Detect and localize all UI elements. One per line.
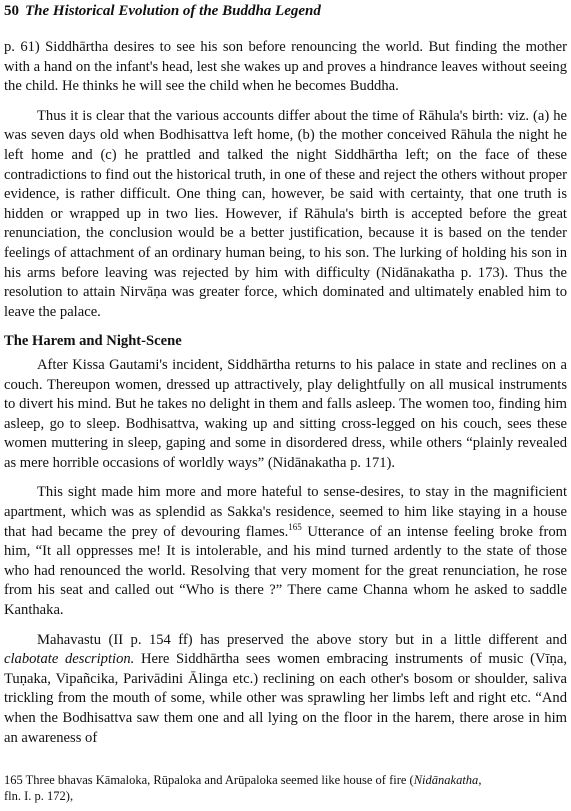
footnote-line-2: fln. I. p. 172),	[4, 789, 74, 803]
footnote-number: 165	[4, 773, 23, 787]
footnote-text: Three bhavas Kāmaloka, Rūpaloka and Arūpaloka seemed like house of fire (	[22, 773, 414, 787]
footnote-text-end: ,	[478, 773, 482, 787]
paragraph-renunciation	[4, 483, 567, 620]
paragraph-mahavastu-text-2: Here Siddhārtha sees women embracing instruments of music (Vīṇa, Tuṇaka, Vipañcika, Parivādini Ālinga etc.) reclining on each other's bosom or shoulder, saliva trickling from the mouth of some, while other was sprawling her limbs left and right etc. “And when the Bodhisattva saw them one and all lying on the floor in the harem, there arose in him an awareness of	[4, 651, 567, 746]
paragraph-rahula-birth: Thus it is clear that the various accounts differ about the time of Rāhula's birth: viz. (a) he was seven days old when Bodhisattva left home, (b) the mother conceived Rāhula the night he left home and (c) he prattled and talked the night Siddhārtha left; on the face of these contradictions to find out the historical truth, in one of these and reject the others without proper evidence, is rather difficult. One thing can, however, be said with certainty, that one truth is hidden or wrapped up in two lies. However, if Rāhula's birth is accepted before the great renunciation, the conclusion would be a better justification, because it is based on the tender feelings of attachment of an ordinary human being, to his son. The lurking of holding his son in his arms before leaving was rejected by him with difficulty (Nidānakatha p. 173). Thus the resolution to attain Nirvāṇa was greater force, which dominated and ultimately enabled him to leave the palace.	[4, 107, 567, 320]
page-number: 50	[4, 3, 19, 19]
footnote	[4, 772, 564, 804]
paragraph-renunciation-text-2: Utterance of an intense feeling broke from him, “It all oppresses me! It is intolerable, and his mind turned ardently to the state of those who had renounced the world. Resolving that very moment for the great renunciation, he rose from his seat and called out “Who is there ?” There came Channa whom he asked to saddle Kanthaka.	[4, 523, 567, 619]
paragraph-mahavastu	[4, 631, 567, 749]
page-body	[4, 38, 567, 748]
footnote-reference: 165	[288, 521, 302, 532]
running-title: The Historical Evolution of the Buddha Legend	[25, 3, 321, 19]
running-header	[4, 2, 321, 20]
section-heading: The Harem and Night-Scene	[4, 333, 182, 350]
paragraph-mahavastu-text-1: Mahavastu (II p. 154 ff) has preserved the above story but in a little different and	[37, 631, 567, 648]
paragraph-mahavastu-italic: clabotate description.	[4, 651, 135, 668]
paragraph-renunciation-text-1: This sight made him more and more hateful to sense-desires, to stay in the magnificient apartment, which was as splendid as Sakka's residence, seemed to him like staying in a house that had became the prey of devouring flames.	[4, 484, 567, 540]
footnote-italic: Nidānakatha	[413, 773, 479, 787]
paragraph-continuation: p. 61) Siddhārtha desires to see his son before renouncing the world. But finding the mother with a hand on the infant's head, lest she wakes up and proves a hindrance leaves without seeing the child. He thinks he will see the child when he becomes Buddha.	[4, 39, 567, 95]
paragraph-harem: After Kissa Gautami's incident, Siddhārtha returns to his palace in state and reclines on a couch. Thereupon women, dressed up attractively, play delightfully on all musical instruments to divert his mind. But he takes no delight in them and falls asleep. The women too, finding him asleep, go to sleep. Bodhisattva, waking up and sitting cross-legged on his couch, sees these women muttering in sleep, gaping and some in disordered dress, while others “plainly revealed as mere horrible occasions of worldly ways” (Nidānakatha p. 171).	[4, 356, 567, 471]
